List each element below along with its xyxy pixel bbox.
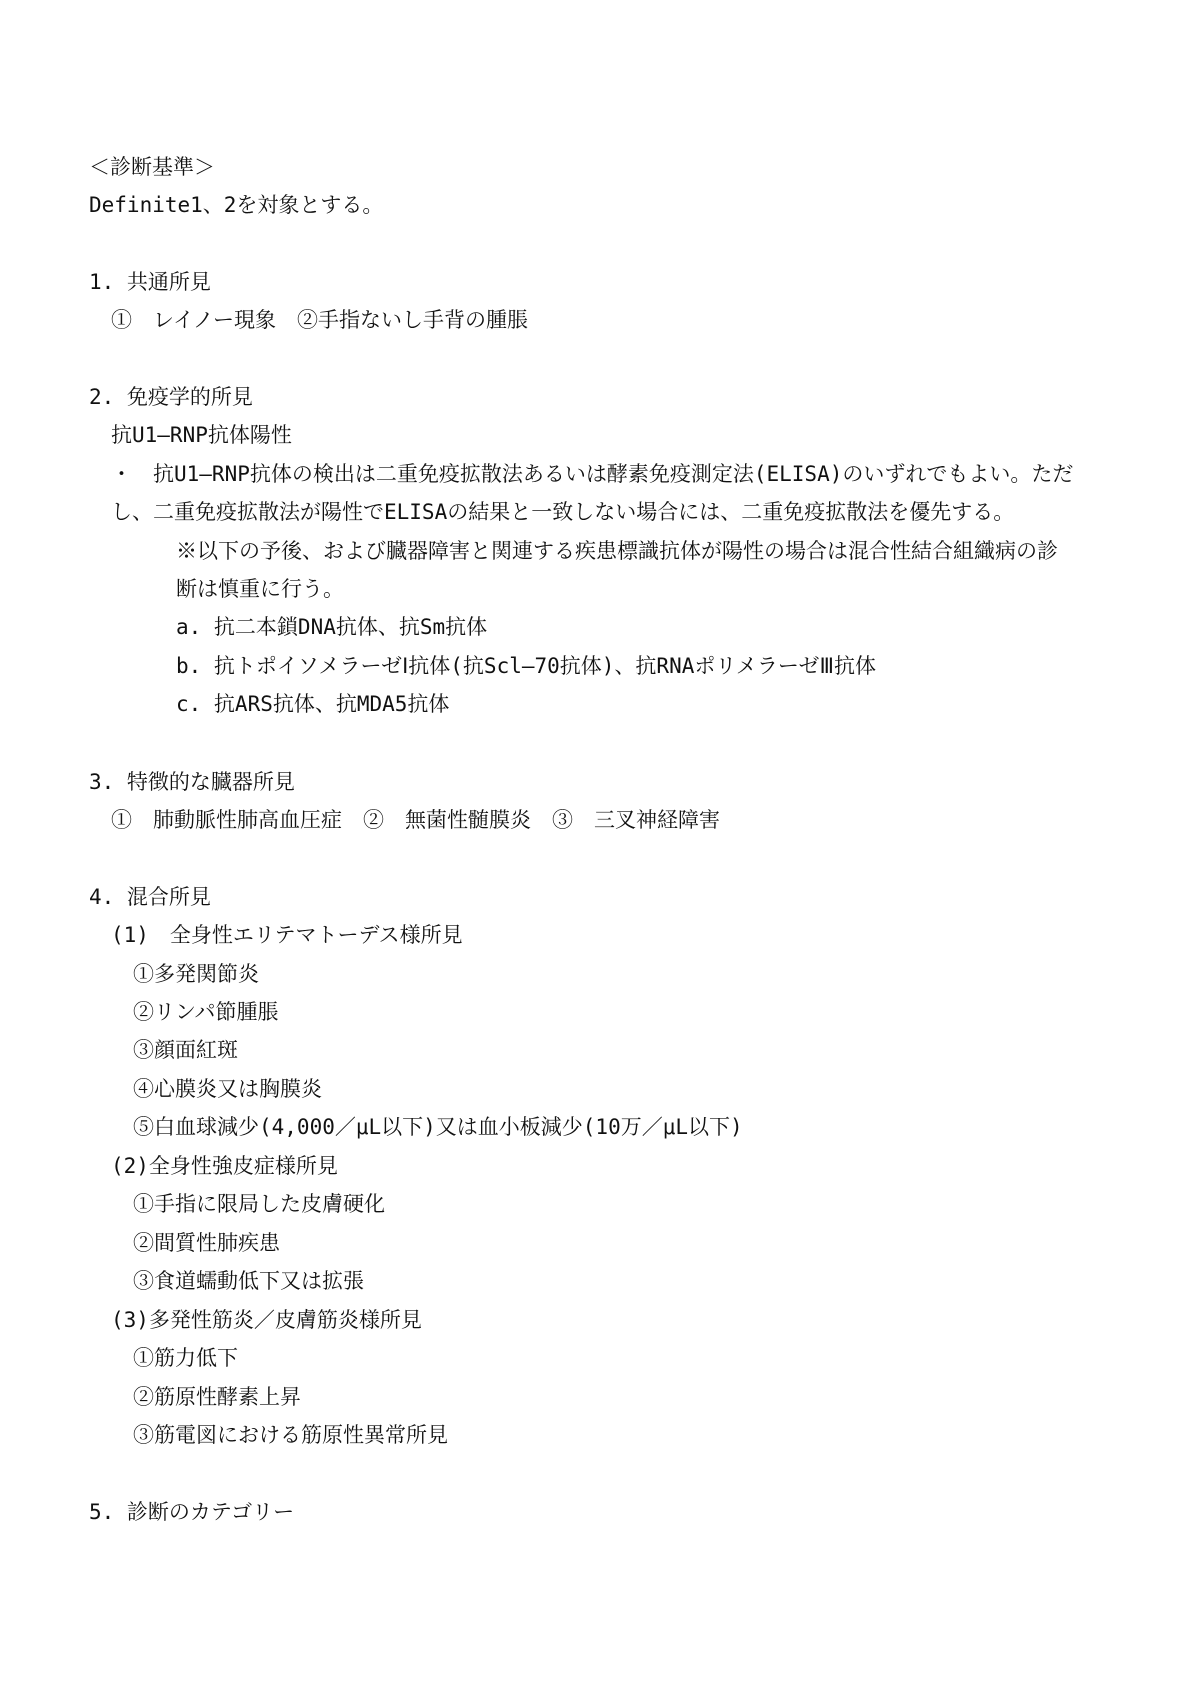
list-item: ④心膜炎又は胸膜炎 [133,1077,322,1101]
section-2-note-c: c. 抗ARS抗体、抗MDA5抗体 [176,692,450,716]
section-2-note-a: a. 抗二本鎖DNA抗体、抗Sm抗体 [176,615,488,639]
list-item: ②筋原性酵素上昇 [133,1385,301,1409]
list-item: ③食道蠕動低下又は拡張 [133,1269,364,1293]
section-3-title: 3. 特徴的な臓器所見 [89,770,295,794]
section-4-title: 4. 混合所見 [89,885,211,909]
section-1-title: 1. 共通所見 [89,270,211,294]
section-2-note-line-2: 断は慎重に行う。 [176,577,344,601]
section-2-bullet-line-2: し、二重免疫拡散法が陽性でELISAの結果と一致しない場合には、二重免疫拡散法を優先する。 [111,500,1015,524]
section-1-items: ① レイノー現象 ②手指ないし手背の腫脹 [111,308,529,332]
list-item: ②リンパ節腫脹 [133,1000,279,1024]
list-item: ⑤白血球減少(4,000／μL以下)又は血小板減少(10万／μL以下) [133,1115,743,1139]
section-4-sub-3-title: (3)多発性筋炎／皮膚筋炎様所見 [111,1308,422,1332]
list-item: ①筋力低下 [133,1346,238,1370]
list-item: ①多発関節炎 [133,962,259,986]
list-item: ①手指に限局した皮膚硬化 [133,1192,385,1216]
section-2-subtitle: 抗U1―RNP抗体陽性 [111,423,292,447]
section-2-note-b: b. 抗トポイソメラーゼⅠ抗体(抗Scl―70抗体)、抗RNAポリメラーゼⅢ抗体 [176,654,876,678]
section-3-items: ① 肺動脈性肺高血圧症 ② 無菌性髄膜炎 ③ 三叉神経障害 [111,808,720,832]
section-4-sub-1-title: (1) 全身性エリテマトーデス様所見 [111,923,463,947]
section-2-bullet-line-1: ・ 抗U1―RNP抗体の検出は二重免疫拡散法あるいは酵素免疫測定法(ELISA)のいずれでもよい。ただ [111,462,1074,486]
list-item: ③筋電図における筋原性異常所見 [133,1423,448,1447]
section-2-note-line-1: ※以下の予後、および臓器障害と関連する疾患標識抗体が陽性の場合は混合性結合組織病の診 [176,539,1058,563]
list-item: ③顔面紅斑 [133,1038,238,1062]
section-4-sub-2-title: (2)全身性強皮症様所見 [111,1154,338,1178]
list-item: ②間質性肺疾患 [133,1231,280,1255]
doc-intro: Definite1、2を対象とする。 [89,193,384,217]
section-5-title: 5. 診断のカテゴリー [89,1500,295,1524]
doc-heading: ＜診断基準＞ [89,155,215,179]
section-2-title: 2. 免疫学的所見 [89,385,253,409]
